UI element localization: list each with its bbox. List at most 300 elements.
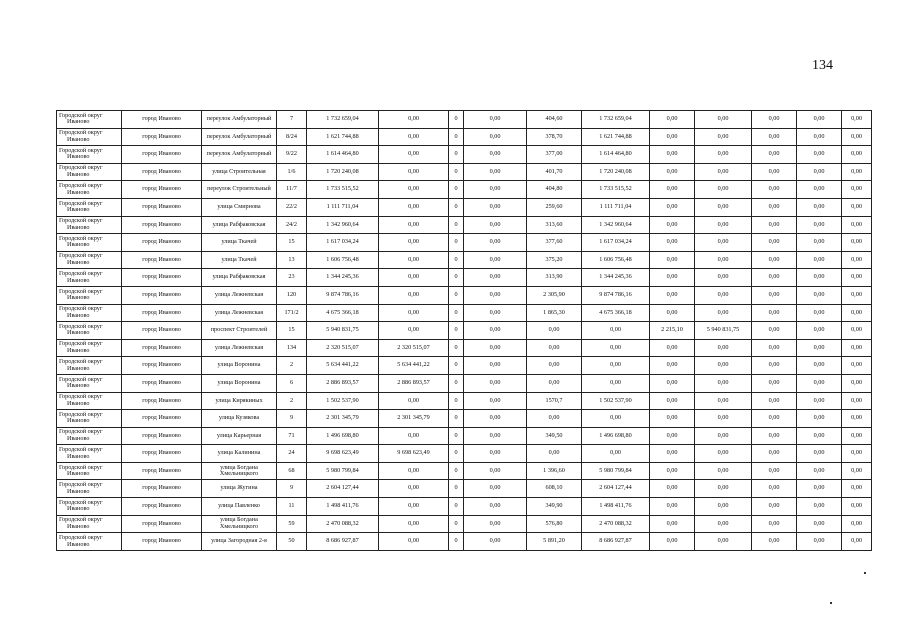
municipality-text: Городской округ [59,516,103,524]
municipality-text: Городской округ [59,164,103,172]
city-cell: город Иваново [122,374,202,392]
c8-cell: 0,00 [842,234,872,252]
c4-cell: 0,00 [650,304,695,322]
total-cell: 2 604 127,44 [582,480,650,498]
city-cell: город Иваново [122,392,202,410]
house-cell: 23 [277,269,307,287]
c3-cell: 0,00 [464,128,527,146]
cost-cell: 5 634 441,22 [307,357,379,375]
street-cell: улица Строительная [202,163,277,181]
c5-cell: 0,00 [695,480,752,498]
c1-cell: 0,00 [379,198,449,216]
municipality-text: Городской округ [59,287,103,295]
c6-cell: 0,00 [752,146,797,164]
total-cell: 2 470 088,32 [582,515,650,533]
c1-cell: 0,00 [379,216,449,234]
c1-cell: 0,00 [379,286,449,304]
c8-cell: 0,00 [842,427,872,445]
c1-cell: 5 634 441,22 [379,357,449,375]
c4-cell: 0,00 [650,234,695,252]
c1-cell: 0,00 [379,498,449,516]
municipality-text: Иваново [67,399,90,407]
municipality-text: Иваново [67,522,90,530]
area-cell: 1570,7 [527,392,582,410]
area-cell: 377,00 [527,146,582,164]
municipality-text: Городской округ [59,340,103,348]
municipality-cell [57,111,122,129]
c8-cell: 0,00 [842,339,872,357]
cost-cell: 1 502 537,90 [307,392,379,410]
municipality-text: Городской округ [59,182,103,190]
municipality-text: Иваново [67,505,90,513]
c4-cell: 0,00 [650,533,695,551]
c2-cell: 0 [449,146,464,164]
c6-cell: 0,00 [752,128,797,146]
municipality-cell [57,515,122,533]
municipality-text: Иваново [67,382,90,390]
cost-cell: 1 344 245,36 [307,269,379,287]
c2-cell: 0 [449,515,464,533]
table-row [57,322,872,340]
c8-cell: 0,00 [842,480,872,498]
table-row [57,445,872,463]
c3-cell: 0,00 [464,304,527,322]
c3-cell: 0,00 [464,427,527,445]
cost-cell: 2 604 127,44 [307,480,379,498]
c4-cell: 0,00 [650,392,695,410]
c4-cell: 0,00 [650,410,695,428]
c1-cell: 0,00 [379,480,449,498]
c4-cell: 0,00 [650,286,695,304]
c8-cell: 0,00 [842,462,872,480]
c6-cell: 0,00 [752,339,797,357]
c4-cell: 0,00 [650,427,695,445]
house-cell: 71 [277,427,307,445]
c5-cell: 0,00 [695,304,752,322]
house-cell: 8/24 [277,128,307,146]
street-cell: улица Жугина [202,480,277,498]
c6-cell: 0,00 [752,410,797,428]
c4-cell: 0,00 [650,146,695,164]
municipality-cell [57,163,122,181]
city-cell: город Иваново [122,427,202,445]
c5-cell: 0,00 [695,111,752,129]
c8-cell: 0,00 [842,163,872,181]
c7-cell: 0,00 [797,304,842,322]
table-row [57,357,872,375]
house-cell: 134 [277,339,307,357]
municipality-text: Иваново [67,118,90,126]
c2-cell: 0 [449,234,464,252]
c5-cell: 0,00 [695,357,752,375]
area-cell: 401,70 [527,163,582,181]
cost-cell: 5 940 831,75 [307,322,379,340]
c1-cell: 0,00 [379,181,449,199]
c4-cell: 2 215,10 [650,322,695,340]
total-cell: 1 502 537,90 [582,392,650,410]
c1-cell: 0,00 [379,163,449,181]
table-row [57,111,872,129]
c4-cell: 0,00 [650,269,695,287]
municipality-text: Городской округ [59,199,103,207]
c3-cell: 0,00 [464,462,527,480]
municipality-cell [57,357,122,375]
table-row [57,286,872,304]
house-cell: 11 [277,498,307,516]
c8-cell: 0,00 [842,269,872,287]
municipality-text: Городской округ [59,410,103,418]
municipality-cell [57,234,122,252]
area-cell: 404,60 [527,111,582,129]
table-row [57,128,872,146]
c3-cell: 0,00 [464,163,527,181]
c7-cell: 0,00 [797,181,842,199]
area-cell: 5 891,20 [527,533,582,551]
c6-cell: 0,00 [752,357,797,375]
city-cell: город Иваново [122,533,202,551]
city-cell: город Иваново [122,181,202,199]
c6-cell: 0,00 [752,198,797,216]
street-cell: переулок Амбулаторный [202,128,277,146]
c8-cell: 0,00 [842,286,872,304]
street-cell: улица Лежневская [202,339,277,357]
c3-cell: 0,00 [464,322,527,340]
area-cell: 377,60 [527,234,582,252]
c6-cell: 0,00 [752,163,797,181]
c7-cell: 0,00 [797,498,842,516]
municipality-text: Иваново [67,434,90,442]
municipality-text: Городской округ [59,358,103,366]
municipality-text: Иваново [67,241,90,249]
c7-cell: 0,00 [797,445,842,463]
municipality-text: Городской округ [59,111,103,119]
c4-cell: 0,00 [650,163,695,181]
municipality-text: Городской округ [59,129,103,137]
municipality-cell [57,427,122,445]
city-cell: город Иваново [122,462,202,480]
house-cell: 2 [277,392,307,410]
total-cell: 1 733 515,52 [582,181,650,199]
house-cell: 9 [277,480,307,498]
c7-cell: 0,00 [797,322,842,340]
c3-cell: 0,00 [464,111,527,129]
c7-cell: 0,00 [797,515,842,533]
municipality-text: Иваново [67,329,90,337]
municipality-text: Городской округ [59,498,103,506]
area-cell: 313,90 [527,269,582,287]
table-row [57,427,872,445]
c5-cell: 0,00 [695,374,752,392]
table-row [57,392,872,410]
table-row [57,234,872,252]
municipality-cell [57,445,122,463]
street-cell: улица Лежневская [202,304,277,322]
c2-cell: 0 [449,374,464,392]
c6-cell: 0,00 [752,445,797,463]
c5-cell: 0,00 [695,146,752,164]
city-cell: город Иваново [122,480,202,498]
c8-cell: 0,00 [842,216,872,234]
house-cell: 9/22 [277,146,307,164]
street-cell: переулок Строительный [202,181,277,199]
c5-cell: 0,00 [695,286,752,304]
c7-cell: 0,00 [797,234,842,252]
cost-cell: 2 320 515,07 [307,339,379,357]
area-cell: 0,00 [527,374,582,392]
municipality-cell [57,462,122,480]
house-cell: 22/2 [277,198,307,216]
c1-cell: 0,00 [379,234,449,252]
c5-cell: 0,00 [695,410,752,428]
area-cell: 313,60 [527,216,582,234]
table-row [57,269,872,287]
city-cell: город Иваново [122,410,202,428]
c1-cell: 0,00 [379,515,449,533]
c2-cell: 0 [449,251,464,269]
cost-cell: 1 614 464,80 [307,146,379,164]
c8-cell: 0,00 [842,322,872,340]
municipality-text: Иваново [67,294,90,302]
c1-cell: 0,00 [379,269,449,287]
municipality-text: Городской округ [59,393,103,401]
c5-cell: 0,00 [695,251,752,269]
c7-cell: 0,00 [797,392,842,410]
c7-cell: 0,00 [797,286,842,304]
c4-cell: 0,00 [650,480,695,498]
table-row [57,374,872,392]
c7-cell: 0,00 [797,533,842,551]
c8-cell: 0,00 [842,392,872,410]
c7-cell: 0,00 [797,163,842,181]
municipality-cell [57,128,122,146]
total-cell: 0,00 [582,410,650,428]
city-cell: город Иваново [122,304,202,322]
house-cell: 7 [277,111,307,129]
area-cell: 0,00 [527,322,582,340]
municipality-cell [57,533,122,551]
cost-cell: 4 675 366,18 [307,304,379,322]
street-cell: улица Богдана Хмельницкого [202,515,277,533]
house-cell: 68 [277,462,307,480]
c1-cell: 0,00 [379,251,449,269]
municipality-text: Иваново [67,347,90,355]
cost-cell: 2 301 345,79 [307,410,379,428]
municipality-text: Иваново [67,153,90,161]
house-cell: 9 [277,410,307,428]
c7-cell: 0,00 [797,480,842,498]
c1-cell: 2 886 893,57 [379,374,449,392]
city-cell: город Иваново [122,251,202,269]
municipality-cell [57,339,122,357]
cost-cell: 1 342 960,64 [307,216,379,234]
c4-cell: 0,00 [650,251,695,269]
c7-cell: 0,00 [797,251,842,269]
municipality-text: Городской округ [59,252,103,260]
c3-cell: 0,00 [464,374,527,392]
table-row [57,163,872,181]
c6-cell: 0,00 [752,498,797,516]
municipality-text: Иваново [67,206,90,214]
c5-cell: 0,00 [695,198,752,216]
municipality-text: Иваново [67,417,90,425]
municipality-text: Городской округ [59,270,103,278]
c2-cell: 0 [449,445,464,463]
municipality-cell [57,410,122,428]
c8-cell: 0,00 [842,146,872,164]
total-cell: 1 344 245,36 [582,269,650,287]
city-cell: город Иваново [122,234,202,252]
c3-cell: 0,00 [464,498,527,516]
municipality-text: Иваново [67,452,90,460]
c1-cell: 0,00 [379,146,449,164]
scan-speck [864,572,866,574]
municipality-text: Городской округ [59,146,103,154]
municipality-text: Иваново [67,259,90,267]
street-cell: улица Кузякова [202,410,277,428]
c3-cell: 0,00 [464,480,527,498]
table-row [57,480,872,498]
c1-cell: 2 320 515,07 [379,339,449,357]
c6-cell: 0,00 [752,181,797,199]
c2-cell: 0 [449,392,464,410]
table-row [57,251,872,269]
c6-cell: 0,00 [752,374,797,392]
street-cell: улица Карьерная [202,427,277,445]
c6-cell: 0,00 [752,480,797,498]
c3-cell: 0,00 [464,251,527,269]
cost-cell: 1 617 034,24 [307,234,379,252]
c4-cell: 0,00 [650,357,695,375]
c6-cell: 0,00 [752,269,797,287]
area-cell: 349,50 [527,427,582,445]
cost-cell: 1 606 756,48 [307,251,379,269]
c6-cell: 0,00 [752,286,797,304]
c5-cell: 0,00 [695,163,752,181]
city-cell: город Иваново [122,198,202,216]
c8-cell: 0,00 [842,515,872,533]
c7-cell: 0,00 [797,374,842,392]
c2-cell: 0 [449,480,464,498]
cost-cell: 1 496 698,80 [307,427,379,445]
city-cell: город Иваново [122,498,202,516]
municipality-text: Иваново [67,188,90,196]
cost-cell: 2 886 893,57 [307,374,379,392]
c7-cell: 0,00 [797,427,842,445]
house-cell: 50 [277,533,307,551]
total-cell: 4 675 366,18 [582,304,650,322]
municipality-text: Городской округ [59,445,103,453]
area-cell: 0,00 [527,410,582,428]
cost-cell: 1 733 515,52 [307,181,379,199]
total-cell: 0,00 [582,445,650,463]
total-cell: 0,00 [582,339,650,357]
street-cell: улица Воронина [202,374,277,392]
street-cell: улица Смирнова [202,198,277,216]
municipality-text: Городской округ [59,428,103,436]
c2-cell: 0 [449,216,464,234]
house-cell: 120 [277,286,307,304]
total-cell: 0,00 [582,357,650,375]
c3-cell: 0,00 [464,146,527,164]
c4-cell: 0,00 [650,216,695,234]
c8-cell: 0,00 [842,445,872,463]
c4-cell: 0,00 [650,198,695,216]
municipality-text: Иваново [67,223,90,231]
c4-cell: 0,00 [650,339,695,357]
c5-cell: 0,00 [695,515,752,533]
total-cell: 1 498 411,76 [582,498,650,516]
total-cell: 5 980 799,84 [582,462,650,480]
c1-cell: 0,00 [379,128,449,146]
house-cell: 24/2 [277,216,307,234]
municipality-text: Иваново [67,135,90,143]
municipality-text: Городской округ [59,533,103,541]
c8-cell: 0,00 [842,410,872,428]
cost-cell: 1 720 240,08 [307,163,379,181]
total-cell: 0,00 [582,374,650,392]
c5-cell: 0,00 [695,269,752,287]
c2-cell: 0 [449,181,464,199]
table-row [57,339,872,357]
c3-cell: 0,00 [464,339,527,357]
c8-cell: 0,00 [842,111,872,129]
municipality-cell [57,480,122,498]
area-cell: 1 865,30 [527,304,582,322]
housing-repair-table [56,110,872,551]
c7-cell: 0,00 [797,269,842,287]
c4-cell: 0,00 [650,111,695,129]
c8-cell: 0,00 [842,251,872,269]
c2-cell: 0 [449,533,464,551]
municipality-cell [57,269,122,287]
municipality-cell [57,498,122,516]
street-cell: улица Загородная 2-я [202,533,277,551]
city-cell: город Иваново [122,111,202,129]
page-number: 134 [812,58,833,73]
c6-cell: 0,00 [752,216,797,234]
municipality-text: Иваново [67,311,90,319]
city-cell: город Иваново [122,357,202,375]
area-cell: 576,80 [527,515,582,533]
c2-cell: 0 [449,427,464,445]
street-cell: улица Богдана Хмельницкого [202,462,277,480]
house-cell: 2 [277,357,307,375]
c3-cell: 0,00 [464,410,527,428]
total-cell: 1 732 659,04 [582,111,650,129]
municipality-text: Городской округ [59,322,103,330]
total-cell: 1 111 711,04 [582,198,650,216]
c1-cell: 2 301 345,79 [379,410,449,428]
c1-cell: 9 698 623,49 [379,445,449,463]
c1-cell: 0,00 [379,427,449,445]
c5-cell: 0,00 [695,181,752,199]
c4-cell: 0,00 [650,462,695,480]
c6-cell: 0,00 [752,111,797,129]
c2-cell: 0 [449,357,464,375]
cost-cell: 1 498 411,76 [307,498,379,516]
c7-cell: 0,00 [797,339,842,357]
c6-cell: 0,00 [752,304,797,322]
c5-cell: 5 940 831,75 [695,322,752,340]
table-row [57,410,872,428]
table-row [57,146,872,164]
city-cell: город Иваново [122,339,202,357]
c4-cell: 0,00 [650,515,695,533]
table-row [57,498,872,516]
total-cell: 1 496 698,80 [582,427,650,445]
cost-cell: 8 686 927,87 [307,533,379,551]
street-cell: переулок Амбулаторный [202,111,277,129]
